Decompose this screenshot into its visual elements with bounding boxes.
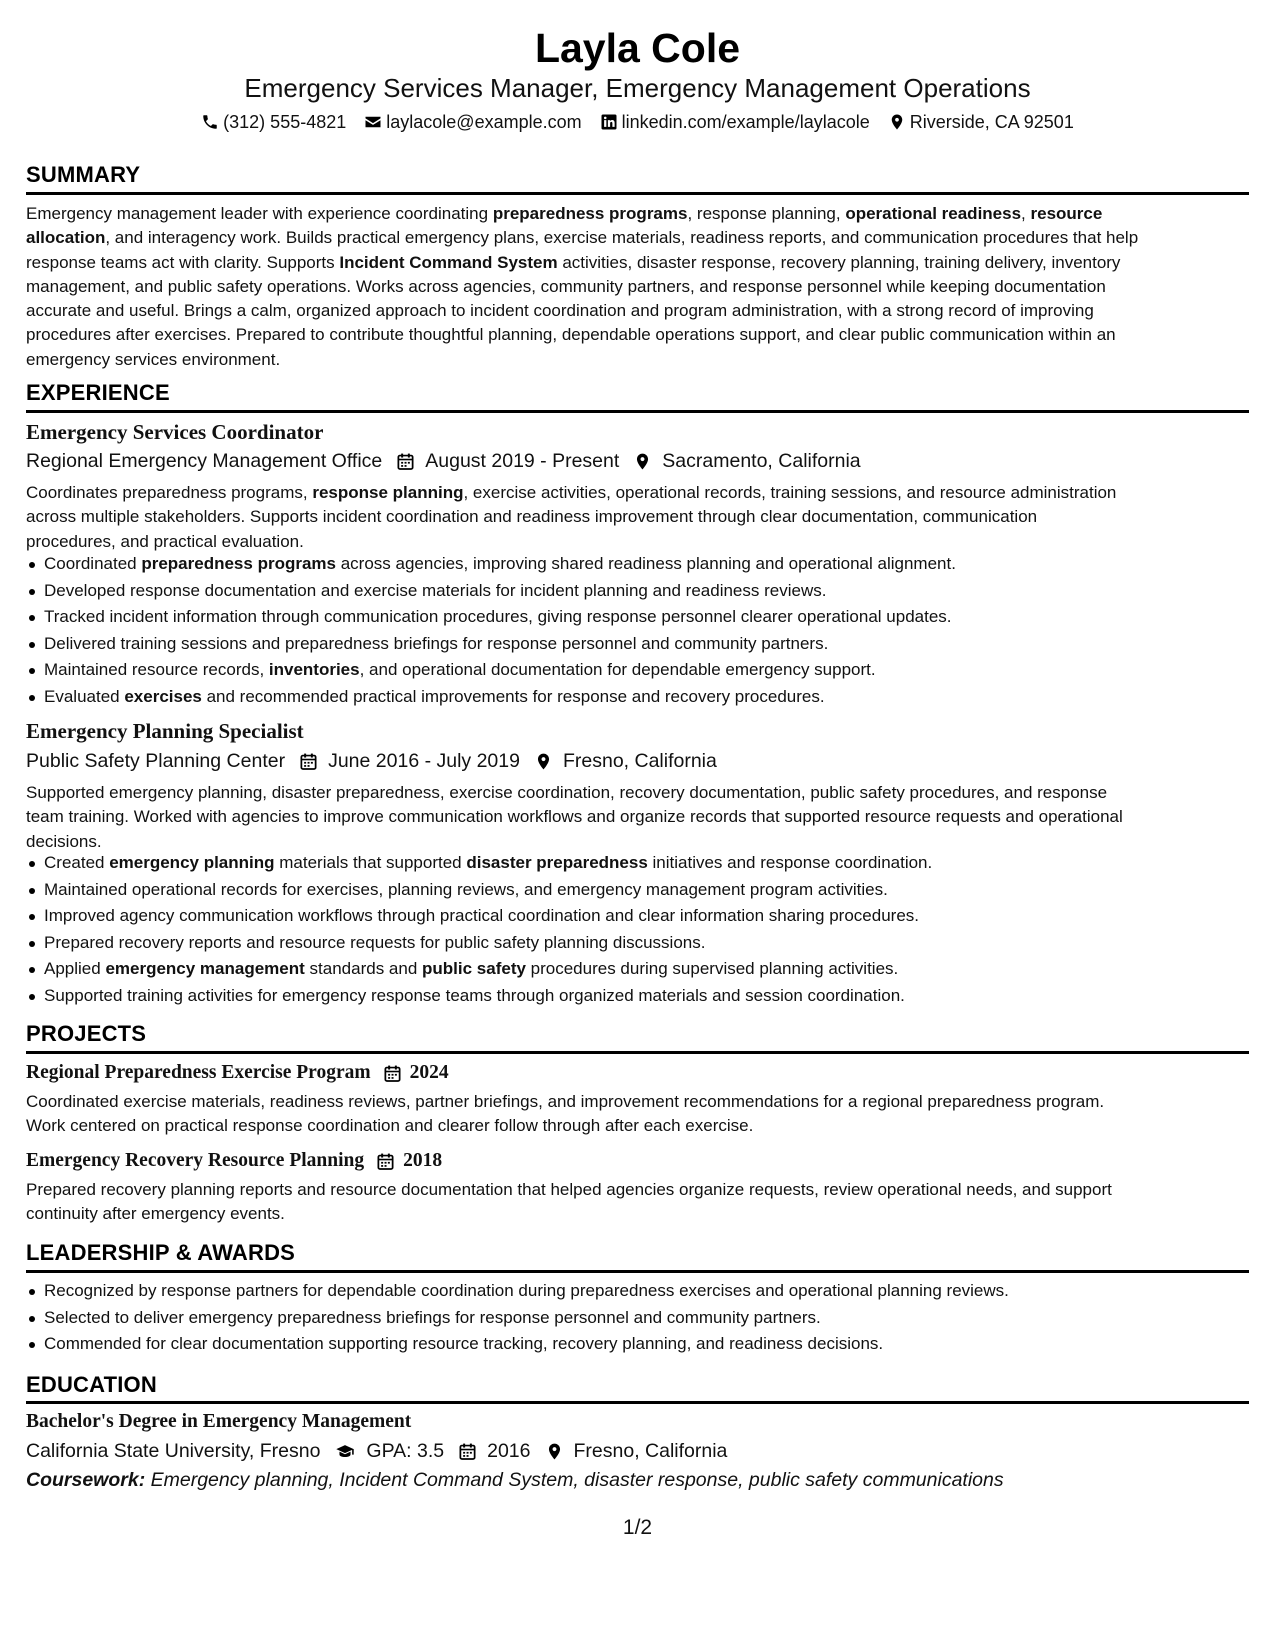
map-pin-icon bbox=[531, 1442, 574, 1461]
project-title: Emergency Recovery Resource Planning bbox=[26, 1150, 365, 1171]
calendar-icon bbox=[285, 752, 328, 771]
location-text: Riverside, CA 92501 bbox=[909, 112, 1074, 132]
text-run: procedures after exercises. Prepared to contribute thoughtful planning, dependable operations support, and clear public communication within an bbox=[26, 325, 1116, 345]
contact-phone[interactable] bbox=[201, 110, 346, 134]
project-year: 2018 bbox=[403, 1150, 443, 1171]
list-item bbox=[26, 657, 1249, 684]
map-pin-icon bbox=[520, 752, 563, 771]
text-run: materials that supported bbox=[274, 853, 467, 872]
text-line bbox=[26, 348, 1249, 372]
map-pin-icon bbox=[619, 452, 662, 471]
calendar-icon bbox=[382, 452, 425, 471]
text-run: procedures during supervised planning activities. bbox=[525, 959, 899, 978]
education-divider bbox=[26, 1401, 1249, 1404]
text-line bbox=[26, 481, 1249, 505]
text-line bbox=[26, 226, 1249, 250]
list-item bbox=[26, 956, 1249, 983]
text-run: Maintained operational records for exercises, planning reviews, and emergency management program activities. bbox=[44, 879, 888, 899]
job-dates: June 2016 - July 2019 bbox=[328, 750, 520, 772]
list-item bbox=[26, 930, 1249, 957]
list-item: Recognized by response partners for dependable coordination during preparedness exercises and operational planning reviews. bbox=[26, 1278, 1249, 1305]
list-item bbox=[26, 850, 1249, 877]
emphasis-text: allocation bbox=[26, 228, 106, 248]
leadership-divider bbox=[26, 1270, 1249, 1273]
calendar-icon bbox=[364, 1152, 403, 1171]
email-address: laylacole@example.com bbox=[386, 112, 582, 132]
project-title-row bbox=[26, 1060, 449, 1086]
text-run: Supported training activities for emergency response teams through organized materials and session coordination. bbox=[44, 985, 905, 1005]
emphasis-text: exercises bbox=[124, 686, 202, 706]
resume-page bbox=[26, 0, 1249, 1650]
text-run: Applied bbox=[44, 959, 106, 978]
text-run: , and interagency work. Builds practical emergency plans, exercise materials, readiness reports, and communication procedures that help bbox=[105, 228, 1139, 248]
leadership-bullets bbox=[26, 1278, 1249, 1358]
text-run: Maintained resource records, bbox=[44, 660, 269, 679]
text-run: Developed response documentation and exercise materials for incident planning and readiness reviews. bbox=[44, 580, 827, 600]
job-meta bbox=[26, 448, 861, 474]
text-run: standards and bbox=[304, 959, 423, 978]
linkedin-url: linkedin.com/example/laylacole bbox=[621, 112, 870, 132]
list-item bbox=[26, 983, 1249, 1010]
text-run: , and operational documentation for dependable emergency support. bbox=[359, 660, 876, 679]
text-run: , response planning, bbox=[687, 204, 846, 223]
degree-title: Bachelor's Degree in Emergency Management bbox=[26, 1411, 412, 1432]
emphasis-text: emergency planning bbox=[109, 853, 275, 872]
phone-icon bbox=[201, 113, 219, 131]
education-heading: EDUCATION bbox=[26, 1372, 157, 1397]
job-organization: Public Safety Planning Center bbox=[26, 750, 286, 772]
text-line bbox=[26, 275, 1249, 299]
job-meta bbox=[26, 748, 717, 774]
project-description-line: Coordinated exercise materials, readiness reviews, partner briefings, and improvement recommendations for a regional preparedness program. bbox=[26, 1092, 1105, 1111]
text-run: Delivered training sessions and preparedness briefings for response personnel and community partners. bbox=[44, 633, 829, 653]
graduation-year: 2016 bbox=[487, 1440, 531, 1462]
emphasis-text: operational readiness bbox=[845, 204, 1022, 223]
text-run: activities, disaster response, recovery planning, training delivery, inventory bbox=[557, 252, 1121, 272]
summary-divider bbox=[26, 192, 1249, 195]
text-run: Prepared recovery reports and resource requests for public safety planning discussions. bbox=[44, 932, 706, 952]
list-item bbox=[26, 877, 1249, 904]
project-year: 2024 bbox=[409, 1062, 449, 1083]
education-meta bbox=[26, 1438, 727, 1464]
list-item bbox=[26, 551, 1249, 578]
job-title: Emergency Planning Specialist bbox=[26, 719, 304, 743]
job-dates: August 2019 - Present bbox=[425, 450, 620, 472]
job-description bbox=[26, 781, 1249, 854]
contact-linkedin[interactable] bbox=[600, 110, 870, 134]
list-item: Commended for clear documentation supporting resource tracking, recovery planning, and readiness decisions. bbox=[26, 1331, 1249, 1358]
text-line bbox=[26, 299, 1249, 323]
text-run: across agencies, improving shared readiness planning and operational alignment. bbox=[335, 554, 956, 573]
calendar-icon bbox=[371, 1064, 410, 1083]
text-run: procedures, and practical evaluation. bbox=[26, 531, 304, 551]
list-item bbox=[26, 604, 1249, 631]
emphasis-text: Incident Command System bbox=[339, 252, 558, 272]
text-run: Created bbox=[44, 853, 110, 872]
emphasis-text: public safety bbox=[422, 959, 526, 978]
text-run: Tracked incident information through communication procedures, giving response personnel clearer operational updates. bbox=[44, 607, 952, 626]
list-item bbox=[26, 903, 1249, 930]
job-location: Fresno, California bbox=[562, 750, 717, 772]
text-run: accurate and useful. Brings a calm, organized approach to incident coordination and program administration, with a strong record of improving bbox=[26, 301, 1094, 321]
list-item bbox=[26, 578, 1249, 605]
text-run: , exercise activities, operational records, training sessions, and resource administration bbox=[463, 483, 1117, 502]
text-run: , bbox=[1021, 204, 1031, 223]
text-run: team training. Worked with agencies to improve communication workflows and organize records that supported resource requests and operational bbox=[26, 807, 1123, 827]
gpa: GPA: 3.5 bbox=[366, 1440, 445, 1462]
emphasis-text: response planning bbox=[312, 483, 464, 502]
map-pin-icon bbox=[888, 113, 906, 131]
project-description-line: Work centered on practical response coordination and clearer follow through after each exercise. bbox=[26, 1116, 754, 1136]
school-name: California State University, Fresno bbox=[26, 1440, 321, 1462]
page-number: 1/2 bbox=[622, 1516, 653, 1539]
text-line bbox=[26, 505, 1249, 529]
summary-heading: SUMMARY bbox=[26, 162, 141, 187]
linkedin-icon bbox=[600, 113, 618, 131]
school-location: Fresno, California bbox=[573, 1440, 728, 1462]
contact-location bbox=[888, 110, 1074, 134]
project-description bbox=[26, 1178, 1249, 1227]
text-run: across multiple stakeholders. Supports incident coordination and readiness improvement through clear documentation, communication bbox=[26, 507, 1038, 527]
text-run: Emergency management leader with experience coordinating bbox=[26, 204, 493, 223]
graduation-cap-icon bbox=[320, 1442, 366, 1461]
text-run: Coordinates preparedness programs, bbox=[26, 483, 313, 502]
emphasis-text: preparedness programs bbox=[492, 204, 688, 223]
text-run: Evaluated bbox=[44, 686, 125, 706]
text-run: decisions. bbox=[26, 831, 102, 851]
text-run: management, and public safety operations. Works across agencies, community partners, and response personnel while keeping documentation bbox=[26, 276, 1106, 296]
job-bullets bbox=[26, 551, 1249, 710]
project-description-line: continuity after emergency events. bbox=[26, 1204, 285, 1224]
text-run: response teams act with clarity. Supports bbox=[26, 252, 340, 272]
project-description bbox=[26, 1090, 1249, 1139]
text-run: and recommended practical improvements for response and recovery procedures. bbox=[201, 686, 825, 706]
coursework bbox=[26, 1467, 1004, 1493]
text-run: Coordinated bbox=[44, 554, 142, 573]
text-line bbox=[26, 323, 1249, 347]
text-run: initiatives and response coordination. bbox=[647, 853, 933, 872]
candidate-name: Layla Cole bbox=[534, 25, 741, 71]
job-title: Emergency Services Coordinator bbox=[26, 420, 324, 444]
text-run: Supported emergency planning, disaster preparedness, exercise coordination, recovery documentation, public safety procedures, and response bbox=[26, 783, 1108, 802]
project-title: Regional Preparedness Exercise Program bbox=[26, 1062, 371, 1083]
project-description-line: Prepared recovery planning reports and resource documentation that helped agencies organize requests, review operational needs, and support bbox=[26, 1180, 1112, 1199]
job-bullets bbox=[26, 850, 1249, 1009]
list-item bbox=[26, 631, 1249, 658]
text-run: emergency services environment. bbox=[26, 349, 281, 369]
emphasis-text: preparedness programs bbox=[141, 554, 336, 573]
emphasis-text: emergency management bbox=[105, 959, 305, 978]
contact-bar bbox=[26, 110, 1249, 134]
envelope-icon bbox=[364, 113, 382, 131]
text-line bbox=[26, 202, 1249, 226]
candidate-title: Emergency Services Manager, Emergency Management Operations bbox=[244, 73, 1031, 103]
leadership-heading: LEADERSHIP & AWARDS bbox=[26, 1240, 296, 1265]
text-line bbox=[26, 781, 1249, 805]
phone-number: (312) 555-4821 bbox=[223, 112, 347, 132]
coursework-list: Emergency planning, Incident Command System, disaster response, public safety communications bbox=[150, 1469, 1004, 1491]
text-line bbox=[26, 805, 1249, 829]
summary-text bbox=[26, 202, 1249, 372]
job-description bbox=[26, 481, 1249, 554]
experience-heading: EXPERIENCE bbox=[26, 380, 170, 405]
list-item bbox=[26, 684, 1249, 711]
projects-divider bbox=[26, 1051, 1249, 1054]
job-location: Sacramento, California bbox=[662, 450, 861, 472]
projects-heading: PROJECTS bbox=[26, 1021, 147, 1046]
contact-email[interactable] bbox=[364, 110, 581, 134]
job-organization: Regional Emergency Management Office bbox=[26, 450, 383, 472]
list-item: Selected to deliver emergency preparedness briefings for response personnel and community partners. bbox=[26, 1305, 1249, 1332]
experience-divider bbox=[26, 410, 1249, 413]
calendar-icon bbox=[444, 1442, 487, 1461]
emphasis-text: disaster preparedness bbox=[466, 853, 648, 872]
emphasis-text: inventories bbox=[268, 660, 360, 679]
text-line bbox=[26, 251, 1249, 275]
text-run: Improved agency communication workflows through practical coordination and clear information sharing procedures. bbox=[44, 906, 920, 925]
project-title-row bbox=[26, 1148, 442, 1174]
emphasis-text: resource bbox=[1030, 204, 1103, 223]
coursework-label: Coursework: bbox=[26, 1469, 146, 1491]
